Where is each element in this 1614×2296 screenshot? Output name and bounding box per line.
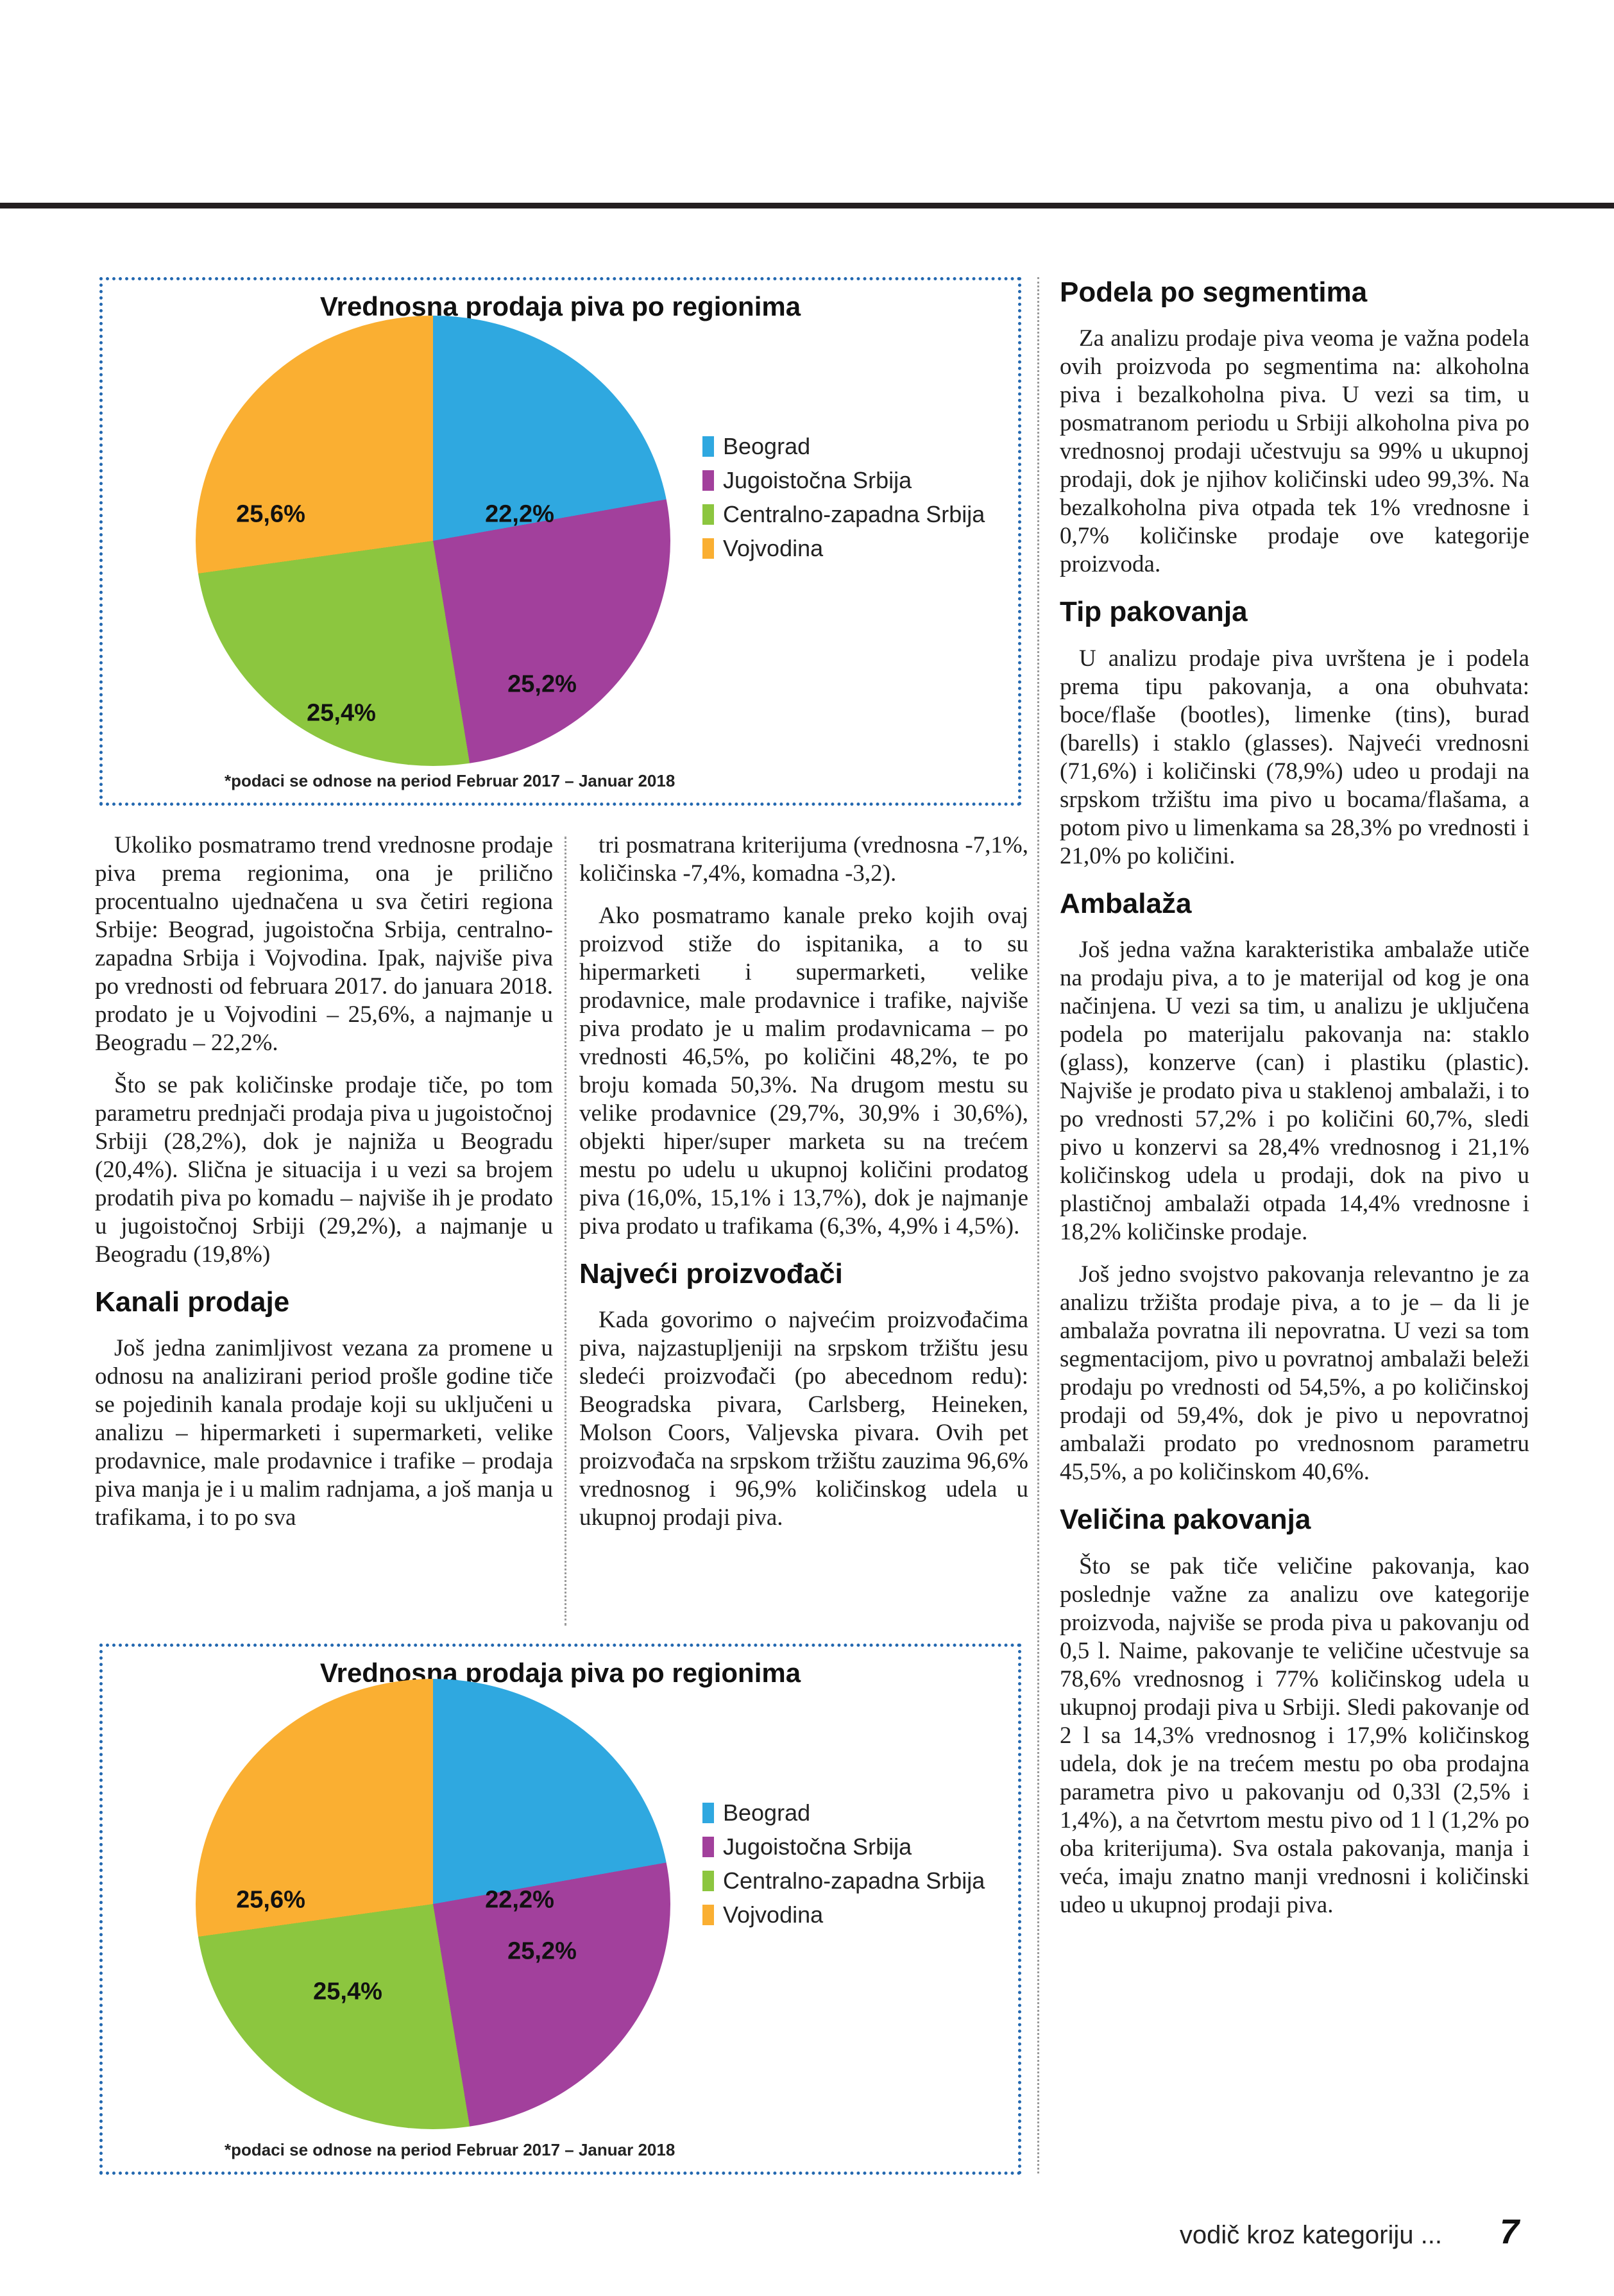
- legend-item: [702, 497, 985, 531]
- legend-swatch-icon: [702, 538, 714, 559]
- legend-label: Beograd: [723, 432, 811, 459]
- paragraph: Još jedna važna karakteristika ambalaže utiče na prodaju piva, a to je materijal od kog je ona načinjena. U vezi sa tim, u analizu je uključena podela po materijalu pakovanja na: staklo (glass), konzerve (can) i plastiku (plastic). Najviše je prodato piva u staklenoj ambalaži, i to po vrednosti 57,2% i po količini 60,7%, sledi pivo u konzervi sa 28,4% vrednosnog i 21,1% količinskog udela u prodaji, dok na pivo u plastičnoj ambalaži otpada 14,4% vrednosne i 18,2% količinske prodaje.: [1060, 937, 1529, 1246]
- paragraph: Za analizu prodaje piva veoma je važna podela ovih proizvoda po segmentima na: alkoholna piva i bezalkoholna piva. U vezi sa tim, u posmatranom periodu u Srbiji alkoholna piva po vrednosnoj prodaji učestvuju sa 99% u ukupnoj prodaji, dok je njihov količinski udeo 99,3%. Na bezalkoholna piva otpada tek 1% vrednosne i 0,7% količinske prodaje ove kategorije proizvoda.: [1060, 325, 1529, 578]
- legend-swatch-icon: [702, 436, 714, 457]
- paragraph: Ukoliko posmatramo trend vrednosne prodaje piva prema regionima, ona je prilično procentualno ujednačena u sva četiri regiona Srbije: Beograd, jugoistočna Srbija, centralno-zapadna Srbija i Vojvodina. Ipak, najviše piva po vrednosti od februara 2017. do januara 2018. prodato je u Vojvodini – 25,6%, a najmanje u Beogradu – 22,2%.: [95, 832, 553, 1056]
- legend-swatch-icon: [702, 470, 714, 491]
- chart-title: Vrednosna prodaja piva po regionima: [319, 1658, 801, 1688]
- section-heading: Veličina pakovanja: [1060, 1504, 1311, 1536]
- pie-slice-label: 22,2%: [485, 1886, 554, 1914]
- section-heading: Tip pakovanja: [1060, 596, 1248, 628]
- paragraph: Ako posmatramo kanale preko kojih ovaj proizvod stiže do ispitanika, a to su hipermarketi i supermarketi, velike prodavnice, male prodavnice i trafike, najviše piva prodato je u malim prodavnicama – po vrednosti 46,5%, po količini 48,2%, te po broju komada 50,3%. Na drugom mestu su velike prodavnice (29,7%, 30,9% i 30,6%), objekti hiper/super marketa su na trećem mestu po udelu u ukupnoj količini prodatog piva (16,0%, 15,1% i 13,7%), dok je najmanje piva prodato u trafikama (6,3%, 4,9% i 4,5%).: [579, 903, 1028, 1239]
- legend-item: [702, 1830, 985, 1864]
- section-heading: Kanali prodaje: [95, 1286, 290, 1318]
- legend-label: Centralno-zapadna Srbija: [723, 1867, 985, 1894]
- chart-legend: [702, 1796, 985, 1932]
- column-separator: [1037, 277, 1039, 2173]
- text-column-right: [1060, 275, 1529, 1934]
- legend-label: Centralno-zapadna Srbija: [723, 500, 985, 527]
- pie-slice-label: 25,4%: [313, 1978, 382, 2005]
- pie-slice-label: 25,2%: [507, 1937, 577, 1965]
- top-rule: [0, 203, 1614, 208]
- chart-title: Vrednosna prodaja piva po regionima: [319, 291, 801, 321]
- legend-item: [702, 1898, 985, 1932]
- section-heading: Najveći proizvođači: [579, 1258, 843, 1289]
- pie-slice-label: 25,2%: [507, 670, 577, 698]
- legend-swatch-icon: [702, 1871, 714, 1891]
- legend-item: [702, 463, 985, 497]
- paragraph: Kada govorimo o najvećim proizvođačima piva, najzastupljeniji na srpskom tržištu jesu sledeći proizvođači (po abecednom redu): Beogradska pivara, Carlsberg, Heineken, Molson Coors, Valjevska pivara. Ovih pet proizvođača na srpskom tržištu zauzima 96,6% vrednosnog i 96,9% količinskog udela u ukupnoj prodaji piva.: [579, 1307, 1028, 1531]
- legend-label: Jugoistočna Srbija: [723, 466, 912, 493]
- legend-swatch-icon: [702, 1837, 714, 1857]
- chart-box-bottom: [99, 1644, 1021, 2175]
- legend-swatch-icon: [702, 1803, 714, 1823]
- page-number: 7: [1499, 2213, 1519, 2251]
- paragraph: Još jedna zanimljivost vezana za promene u odnosu na analizirani period prošle godine tiče se pojedinih kanala prodaje koji su uključeni u analizu – hipermarketi i supermarketi, velike prodavnice, male prodavnice i trafike – prodaja piva manja je i u malim radnjama, a još manja u trafikama, i to po sva: [95, 1335, 553, 1531]
- legend-label: Jugoistočna Srbija: [723, 1833, 912, 1860]
- legend-item: [702, 1796, 985, 1830]
- chart-legend: [702, 429, 985, 565]
- legend-swatch-icon: [702, 1905, 714, 1925]
- text-column-left: [95, 831, 553, 1546]
- legend-swatch-icon: [702, 504, 714, 525]
- legend-label: Vojvodina: [723, 534, 824, 561]
- chart-box-top: [99, 277, 1021, 806]
- paragraph: Što se pak tiče veličine pakovanja, kao poslednje važne za analizu ove kategorije proizvoda, najviše se proda piva u pakovanju od 0,5 l. Naime, pakovanje te veličine učestvuje sa 78,6% vrednosnog i 77% količinskog udela u ukupnoj prodaji piva u Srbiji. Sledi pakovanje od 2 l sa 14,3% vrednosnog i 17,9% količinskog udela, dok je na trećem mestu po oba prodajna parametra pivo u pakovanju od 0,33l (2,5% i 1,4%), a na četvrtom mestu pivo od 1 l (1,2% po oba kriterijuma). Sva ostala pakovanja, manja i veća, imaju znatno manji vrednosni i količinski udeo u ukupnoj prodaji piva.: [1060, 1552, 1529, 1918]
- paragraph: U analizu prodaje piva uvrštena je i podela prema tipu pakovanja, a ona obuhvata: boce/flaše (bootles), limenke (tins), burad (barells) i staklo (glasses). Najveći vrednosni (71,6%) i količinski (78,9%) udeo u prodaji na srpskom tržištu ima pivo u bocama/flašama, a potom pivo u limenkama sa 28,3% po vrednosti i 21,0% po količini.: [1060, 645, 1529, 869]
- paragraph: Što se pak količinske prodaje tiče, po tom parametru prednjači prodaja piva u jugoistočnoj Srbiji (28,2%), dok je najniža u Beogradu (20,4%). Slična je situacija i u vezi sa brojem prodatih piva po komadu – najviše ih je prodato u jugoistočnoj Srbiji (29,2%), a najmanje u Beogradu (19,8%): [95, 1072, 553, 1268]
- legend-item: [702, 429, 985, 463]
- page-footer: [1180, 2215, 1519, 2249]
- legend-item: [702, 531, 985, 565]
- pie-slice-label: 25,6%: [236, 500, 305, 528]
- chart-footnote: *podaci se odnose na period Februar 2017 – Januar 2018: [225, 771, 675, 790]
- paragraph: Još jedno svojstvo pakovanja relevantno je za analizu tržišta prodaje piva, a to je – da li je ambalaža povratna ili nepovratna. U vezi sa tom segmentacijom, pivo u povratnoj ambalaži beleži prodaju po vrednosti od 54,5%, a po količinskoj prodaji od 59,4%, dok je pivo u nepovratnoj ambalaži prodato po vrednosnom parametru 45,5%, a po količinskom 40,6%.: [1060, 1261, 1529, 1486]
- column-separator: [565, 837, 566, 1626]
- legend-item: [702, 1864, 985, 1898]
- legend-label: Beograd: [723, 1799, 811, 1826]
- pie-slice-label: 25,6%: [236, 1886, 305, 1914]
- footer-title: vodič kroz kategoriju ...: [1179, 2221, 1442, 2249]
- section-heading: Ambalaža: [1060, 887, 1192, 919]
- chart-footnote: *podaci se odnose na period Februar 2017 – Januar 2018: [225, 2140, 675, 2159]
- text-column-middle: [579, 831, 1028, 1546]
- pie-slice-label: 25,4%: [307, 699, 376, 727]
- legend-label: Vojvodina: [723, 1901, 824, 1928]
- pie-slice-label: 22,2%: [485, 500, 554, 528]
- section-heading: Podela po segmentima: [1060, 276, 1368, 308]
- pie-chart: [196, 316, 670, 766]
- paragraph: tri posmatrana kriterijuma (vrednosna -7,1%, količinska -7,4%, komadna -3,2).: [579, 832, 1028, 887]
